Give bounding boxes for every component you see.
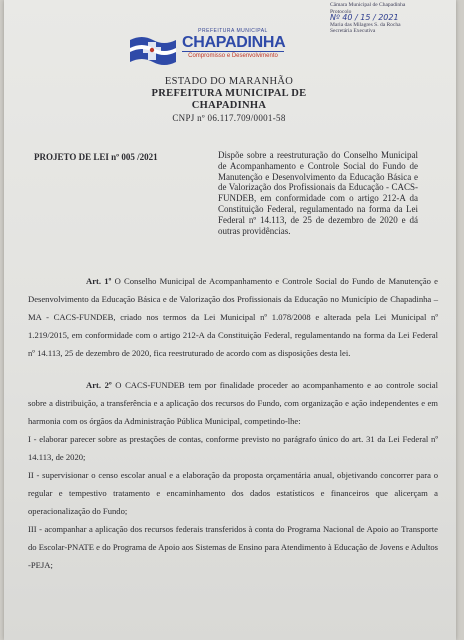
stamp-line-1: Câmara Municipal de Chapadinha	[330, 2, 406, 8]
article-2	[28, 376, 438, 430]
stamp-line-4: Maria das Milagres S. da Rocha	[330, 21, 401, 28]
prefecture-logo	[128, 28, 288, 74]
header-state: ESTADO DO MARANHÃO	[164, 76, 294, 87]
project-title: PROJETO DE LEI nº 005 /2021	[34, 152, 158, 162]
article-2-label: Art. 2º	[86, 380, 112, 390]
logo-tagline: Compromisso e Desenvolvimento	[182, 51, 284, 59]
article-1-label: Art. 1º	[86, 276, 112, 286]
logo-text	[182, 28, 284, 59]
header-cnpj: CNPJ nº 06.117.709/0001-58	[172, 113, 286, 123]
article-2-item-1: I - elaborar parecer sobre as prestações de contas, conforme previsto no parágrafo único do art. 31 da Lei Federal nº 14.113, de 2020;	[28, 434, 438, 462]
article-2-text: O CACS-FUNDEB tem por finalidade proceder ao acompanhamento e ao controle social sobre a distribuição, a transferência e a aplicação dos recursos do Fundo, com organização e ação independentes e em harmonia com os órgãos da Administração Pública Municipal, competindo-lhe:	[28, 380, 438, 426]
stamp-line-2: Protocolo	[330, 8, 352, 15]
document-body	[28, 272, 438, 574]
protocol-stamp	[330, 2, 442, 35]
article-1	[28, 272, 438, 362]
stamp-line-5: Secretária Executiva	[330, 28, 376, 34]
article-2-item-2: II - supervisionar o censo escolar anual e a elaboração da proposta orçamentária anual, objetivando concorrer para o regular e tempestivo tratamento e encaminhamento dos dados estatísticos e financeiros que alicerçam a operacionalização do Fundo;	[28, 470, 438, 516]
header-prefecture: PREFEITURA MUNICIPAL DE CHAPADINHA	[151, 88, 307, 111]
logo-name: CHAPADINHA	[182, 34, 286, 51]
logo-subtitle: PREFEITURA MUNICIPAL	[198, 28, 268, 34]
stamp-number: Nº 40 / 15 / 2021	[330, 13, 399, 22]
ementa-text: Dispõe sobre a reestruturação do Conselho Municipal de Acompanhamento e Controle Social do Fundo de Manutenção e Desenvolvimento da Educação Básica e de Valorização dos Profissionais da Educação - CACS-FUNDEB, em conformidade com o artigo 212-A da Constituição Federal, regulamentado na forma da Lei Federal nº 14.113, de 25 de dezembro de 2020 e dá outras providências.	[218, 150, 418, 236]
article-1-text: O Conselho Municipal de Acompanhamento e Controle Social do Fundo de Manutenção e Desenvolvimento da Educação Básica e de Valorização dos Profissionais da Educação no Município de Chapadinha – MA - CACS-FUNDEB, criado nos termos da Lei Municipal nº 1.078/2008 e alterada pela Lei Municipal nº 1.219/2015, em conformidade com o artigo 212-A da Constituição Federal, regulamentando na forma da Lei Federal nº 14.113, 25 de dezembro de 2020, fica reestruturado de acordo com as disposições desta lei.	[28, 276, 438, 358]
article-2-item-3: III - acompanhar a aplicação dos recursos federais transferidos à conta do Programa Nacional de Apoio ao Transporte do Escolar-PNATE e do Programa de Apoio aos Sistemas de Ensino para Atendimento à Educação de Jovens e Adultos -PEJA;	[28, 524, 438, 570]
document-header	[114, 76, 344, 124]
document-page	[4, 0, 456, 640]
flag-icon	[128, 34, 178, 68]
